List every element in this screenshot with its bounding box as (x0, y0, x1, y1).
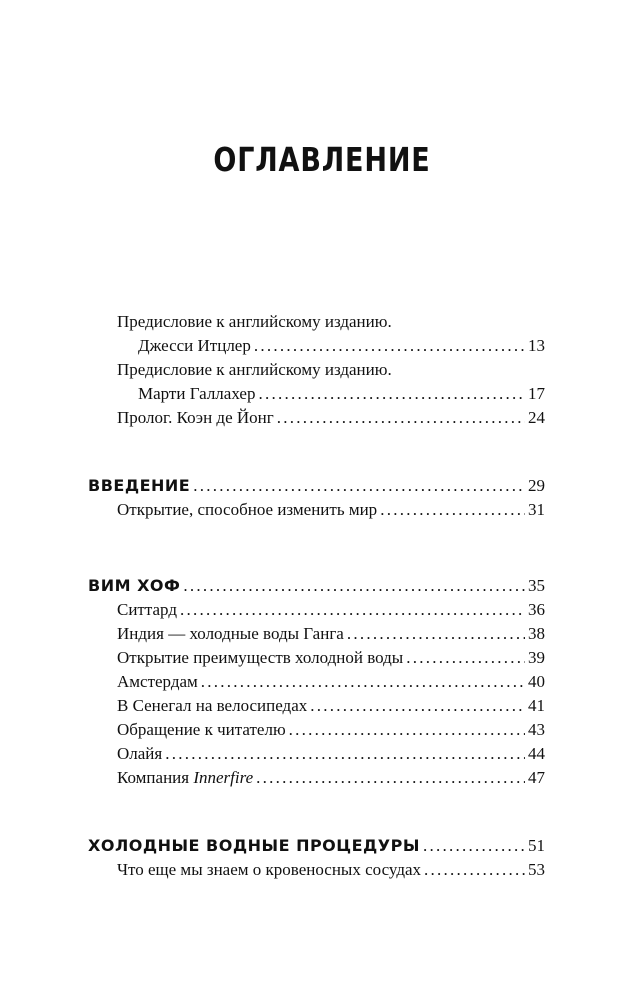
toc-page-number: 17 (528, 384, 545, 403)
leader-dots (380, 498, 525, 522)
toc-entry-label: В Сенегал на велосипедах (117, 696, 308, 715)
leader-dots (423, 834, 525, 858)
toc-entry[interactable] (117, 718, 545, 742)
toc-entry[interactable] (117, 598, 545, 622)
leader-dots (165, 742, 525, 766)
toc-entry[interactable] (117, 646, 545, 670)
toc-page-number: 31 (528, 500, 545, 519)
toc-entry-label-italic: Innerfire (193, 768, 254, 787)
toc-section-title: ВВЕДЕНИЕ (88, 476, 191, 495)
toc-page-number: 40 (528, 672, 545, 691)
toc-entry[interactable] (117, 622, 545, 646)
toc-section-title: ХОЛОДНЫЕ ВОДНЫЕ ПРОЦЕДУРЫ (88, 836, 420, 855)
toc-page-number: 51 (528, 836, 545, 855)
toc-entry[interactable] (117, 498, 545, 522)
toc-page-number: 44 (528, 744, 545, 763)
leader-dots (310, 694, 525, 718)
toc-section-title: ВИМ ХОФ (88, 576, 181, 595)
leader-dots (201, 670, 525, 694)
leader-dots (180, 598, 525, 622)
toc-section-cold-water[interactable] (88, 834, 545, 858)
toc-page-number: 39 (528, 648, 545, 667)
leader-dots (183, 574, 525, 598)
toc-entry[interactable] (117, 766, 545, 790)
leader-dots (424, 858, 525, 882)
toc-page-number: 36 (528, 600, 545, 619)
toc-page-number: 53 (528, 860, 545, 879)
leader-dots (254, 334, 525, 358)
toc-entry-label-prefix: Компания (117, 768, 194, 787)
toc-entry[interactable] (117, 742, 545, 766)
toc-page-number: 35 (528, 576, 545, 595)
toc-entry[interactable] (117, 694, 545, 718)
toc-entry-label: Пролог. Коэн де Йонг (117, 408, 274, 427)
toc-entry-foreword-2-line1: Предисловие к английскому изданию. (117, 360, 392, 379)
leader-dots (289, 718, 525, 742)
page-title: ОГЛАВЛЕНИЕ (213, 140, 431, 179)
toc-page-number: 41 (528, 696, 545, 715)
toc-entry[interactable] (117, 670, 545, 694)
toc-entry-label: Ситтард (117, 600, 177, 619)
leader-dots (193, 474, 525, 498)
toc-entry-label: Индия — холодные воды Ганга (117, 624, 344, 643)
toc-entry-label: Марти Галлахер (138, 384, 256, 403)
leader-dots (347, 622, 525, 646)
toc-entry-prologue[interactable] (117, 406, 545, 430)
toc-entry-label: Что еще мы знаем о кровеносных сосудах (117, 860, 422, 879)
toc-entry-label: Олайя (117, 744, 163, 763)
leader-dots (258, 382, 525, 406)
leader-dots (256, 766, 525, 790)
toc-entry-label: Обращение к читателю (117, 720, 286, 739)
toc-page-number: 43 (528, 720, 545, 739)
toc-entry-foreword-1[interactable] (138, 334, 545, 358)
toc-entry-label: Амстердам (117, 672, 198, 691)
leader-dots (277, 406, 525, 430)
toc-entry-foreword-2[interactable] (138, 382, 545, 406)
toc-page-number: 29 (528, 476, 545, 495)
toc-entry-label: Открытие, способное изменить мир (117, 500, 378, 519)
leader-dots (406, 646, 525, 670)
toc-entry[interactable] (117, 858, 545, 882)
toc-entry-label (117, 766, 253, 790)
toc-page-number: 38 (528, 624, 545, 643)
toc-entry-label: Открытие преимуществ холодной воды (117, 648, 404, 667)
toc-section-wim-hof[interactable] (88, 574, 545, 598)
toc-entry-label: Джесси Итцлер (138, 336, 251, 355)
toc-section-introduction[interactable] (88, 474, 545, 498)
toc-page-number: 24 (528, 408, 545, 427)
toc-page-number: 13 (528, 336, 545, 355)
toc-page-number: 47 (528, 768, 545, 787)
toc-entry-foreword-1-line1: Предисловие к английскому изданию. (117, 312, 392, 331)
